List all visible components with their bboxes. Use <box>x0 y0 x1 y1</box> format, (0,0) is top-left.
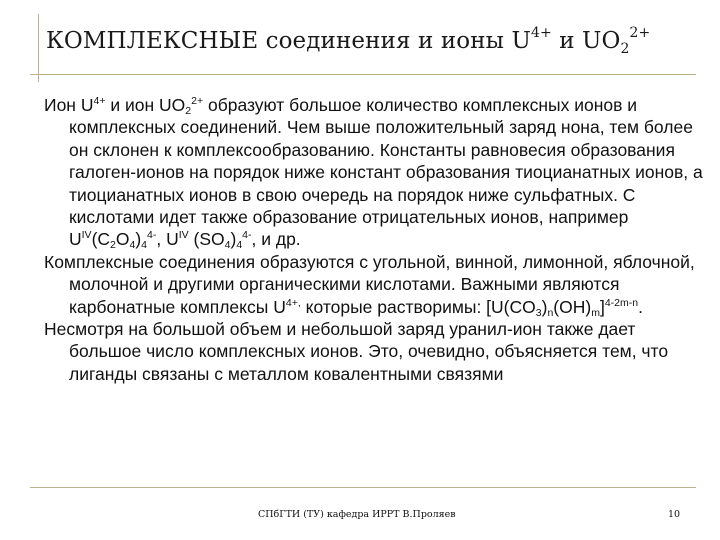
footer-text: СПбГТИ (ТУ) кафедра ИРРТ В.Проляев <box>258 509 456 520</box>
paragraph-3: Несмотря на большой объем и небольшой заряд уранил-ион также дает большое число комплексных ионов. Это, очевидно, объясняется тем, что лиганды связаны с металлом ковалентными связями <box>44 319 669 384</box>
page-number: 10 <box>668 509 681 520</box>
footer-rule <box>30 487 696 488</box>
paragraph-1: Ион $U^{4+}$ и ион $UO_2^{2+}$ образуют большое количество комплексных ионов и комплексных соединений. Чем выше положительный заряд нона, тем более он склонен к комплексообразованию. Константы равновесия образования галоген-ионов на порядок ниже констант образования тиоцианатных ионов, а тиоцианатных ионов в свою очередь на порядок ниже сульфатных. С кислотами идет также образование отрицательных ионов, например $U^{IV}(C_2O_4)_4^{4-}$, $U^{IV}$ $(SO_4)_4^{4-}$, и др. <box>44 95 703 252</box>
title-horizontal-rule <box>30 74 696 75</box>
slide-title: КОМПЛЕКСНЫЕ соединения и ионы $U^{4+}$ и $UO_2^{2+}$ <box>46 25 651 57</box>
slide-body <box>44 94 704 385</box>
title-vertical-rule <box>38 14 39 82</box>
paragraph-2: Комплексные соединения образуются с угольной, винной, лимонной, яблочной, молочной и другими органическими кислотами. Важными являются карбонатные комплексы $U^{4+,}$ которые растворимы: $[U(CO_3)_n(OH)_m]^{4-2m-n}$. <box>44 251 695 319</box>
